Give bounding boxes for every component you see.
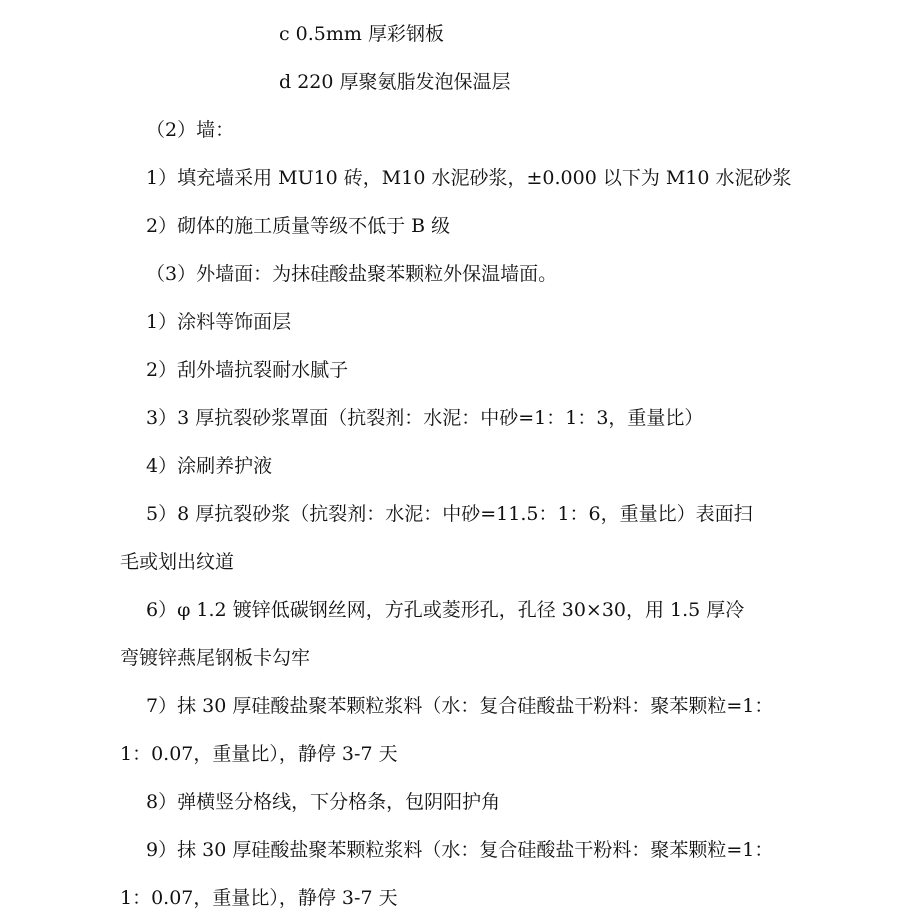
heading-exterior-wall: （3）外墙面：为抹硅酸盐聚苯颗粒外保温墙面。 [146, 263, 558, 285]
text-line-wall-1: 1）填充墙采用 MU10 砖，M10 水泥砂浆，±0.000 以下为 M10 水泥砂浆 [146, 167, 792, 189]
text-line-ext-4: 4）涂刷养护液 [146, 455, 273, 477]
text-line-ext-6: 6）φ 1.2 镀锌低碳钢丝网，方孔或菱形孔，孔径 30×30，用 1.5 厚冷 [146, 599, 745, 621]
text-line-ext-1: 1）涂料等饰面层 [146, 311, 292, 333]
text-line-ext-7-cont: 1：0.07，重量比），静停 3-7 天 [120, 743, 398, 765]
text-line-roof-d: d 220 厚聚氨脂发泡保温层 [279, 71, 511, 93]
text-line-ext-9: 9）抹 30 厚硅酸盐聚苯颗粒浆料（水：复合硅酸盐干粉料：聚苯颗粒=1： [146, 839, 774, 861]
text-line-ext-7: 7）抹 30 厚硅酸盐聚苯颗粒浆料（水：复合硅酸盐干粉料：聚苯颗粒=1： [146, 695, 774, 717]
text-line-ext-3: 3）3 厚抗裂砂浆罩面（抗裂剂：水泥：中砂=1：1：3，重量比） [146, 407, 704, 429]
heading-wall: （2）墙： [146, 119, 235, 141]
text-line-ext-6-cont: 弯镀锌燕尾钢板卡勾牢 [120, 647, 311, 669]
text-line-wall-2: 2）砌体的施工质量等级不低于 B 级 [146, 215, 451, 237]
text-line-ext-8: 8）弹横竖分格线，下分格条，包阴阳护角 [146, 791, 501, 813]
text-line-ext-2: 2）刮外墙抗裂耐水腻子 [146, 359, 349, 381]
text-line-ext-5: 5）8 厚抗裂砂浆（抗裂剂：水泥：中砂=11.5：1：6，重量比）表面扫 [146, 503, 753, 525]
text-line-ext-9-cont: 1：0.07，重量比），静停 3-7 天 [120, 887, 398, 909]
text-line-ext-5-cont: 毛或划出纹道 [120, 551, 235, 573]
text-line-roof-c: c 0.5mm 厚彩钢板 [279, 23, 444, 45]
